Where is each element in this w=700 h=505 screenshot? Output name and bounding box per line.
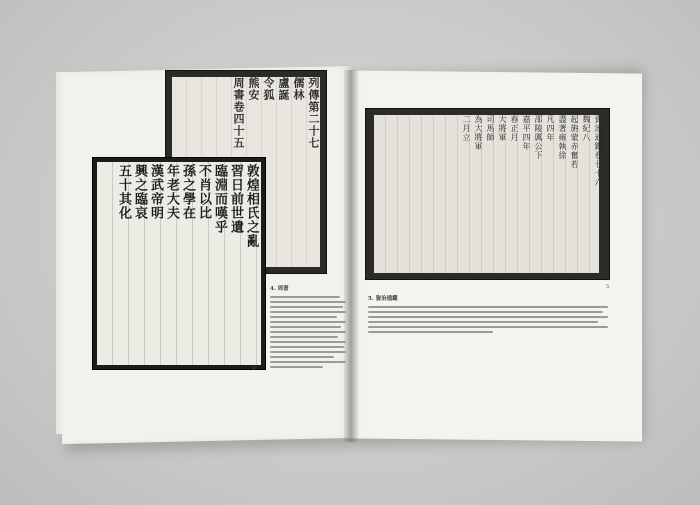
caption-text-line [270, 311, 346, 313]
print-text-column: 令狐 [262, 77, 275, 101]
caption-text-line [270, 356, 334, 358]
caption-text-line [270, 336, 338, 338]
print-text-column: 資治通鑑卷七十六 [594, 115, 603, 187]
print-text-column: 邵陵厲公下 [534, 115, 543, 160]
caption-text-line [368, 306, 608, 308]
caption-text-line [270, 331, 346, 333]
caption-text-line [270, 306, 343, 308]
print-text-column: 起旃蒙赤奮若 [570, 115, 579, 169]
print-text-column: 習日前世遺 [228, 164, 243, 234]
print-text-column: 盧誕 [277, 77, 290, 101]
print-text-column: 周書卷四十五 [232, 77, 245, 149]
caption-text-line [368, 331, 493, 333]
right-caption-title: 5. 資治通鑑 [368, 296, 398, 302]
print-text-column: 為大將軍 [474, 115, 483, 151]
print-text-column: 盡著雍執徐 [558, 115, 567, 160]
caption-text-line [368, 316, 608, 318]
woodblock-print-photo-right [365, 108, 610, 280]
caption-text-line [270, 301, 346, 303]
caption-text-line [270, 296, 340, 298]
left-caption [270, 286, 346, 371]
print-text-column: 熊安 [247, 77, 260, 101]
caption-text-line [270, 361, 346, 363]
caption-text-line [270, 316, 337, 318]
print-text-column: 二月立 [462, 115, 471, 142]
print-text-column: 春正月 [510, 115, 519, 142]
print-text-column: 大將軍 [498, 115, 507, 142]
caption-text-line [270, 321, 346, 323]
print-text-column: 魏紀八 [582, 115, 591, 142]
left-caption-title: 4. 周書 [270, 286, 289, 292]
print-text-column: 臨淵而嘆乎 [212, 164, 227, 234]
left-page-number: 4 [252, 366, 256, 372]
print-text-column: 嘉平四年 [522, 115, 531, 151]
woodblock-print-photo-front [92, 157, 266, 370]
print-text-column: 孫之學在 [180, 164, 195, 220]
print-text-column: 年老大夫 [164, 164, 179, 220]
caption-text-line [368, 311, 603, 313]
print-text-column: 凡四年 [546, 115, 555, 142]
print-text-columns [372, 115, 603, 273]
caption-text-line [270, 326, 341, 328]
print-text-column: 五十其化 [116, 164, 131, 220]
print-text-column: 敦煌相氏之亂 [244, 164, 259, 248]
book-gutter [344, 70, 358, 442]
print-text-column: 儒林 [292, 77, 305, 101]
caption-text-line [270, 346, 344, 348]
print-text-column: 司馬師 [486, 115, 495, 142]
print-text-column: 興之臨哀 [132, 164, 147, 220]
caption-text-line [368, 321, 598, 323]
caption-text-line [270, 341, 346, 343]
print-text-column: 漢武帝明 [148, 164, 163, 220]
caption-text-line [368, 326, 608, 328]
caption-text-line [270, 366, 323, 368]
right-page-number: 5 [606, 284, 610, 290]
print-text-column: 不肖以比 [196, 164, 211, 220]
right-caption [368, 296, 608, 336]
print-text-columns [99, 164, 259, 363]
caption-text-line [270, 351, 346, 353]
print-text-column: 列傳第二十七 [307, 77, 320, 149]
